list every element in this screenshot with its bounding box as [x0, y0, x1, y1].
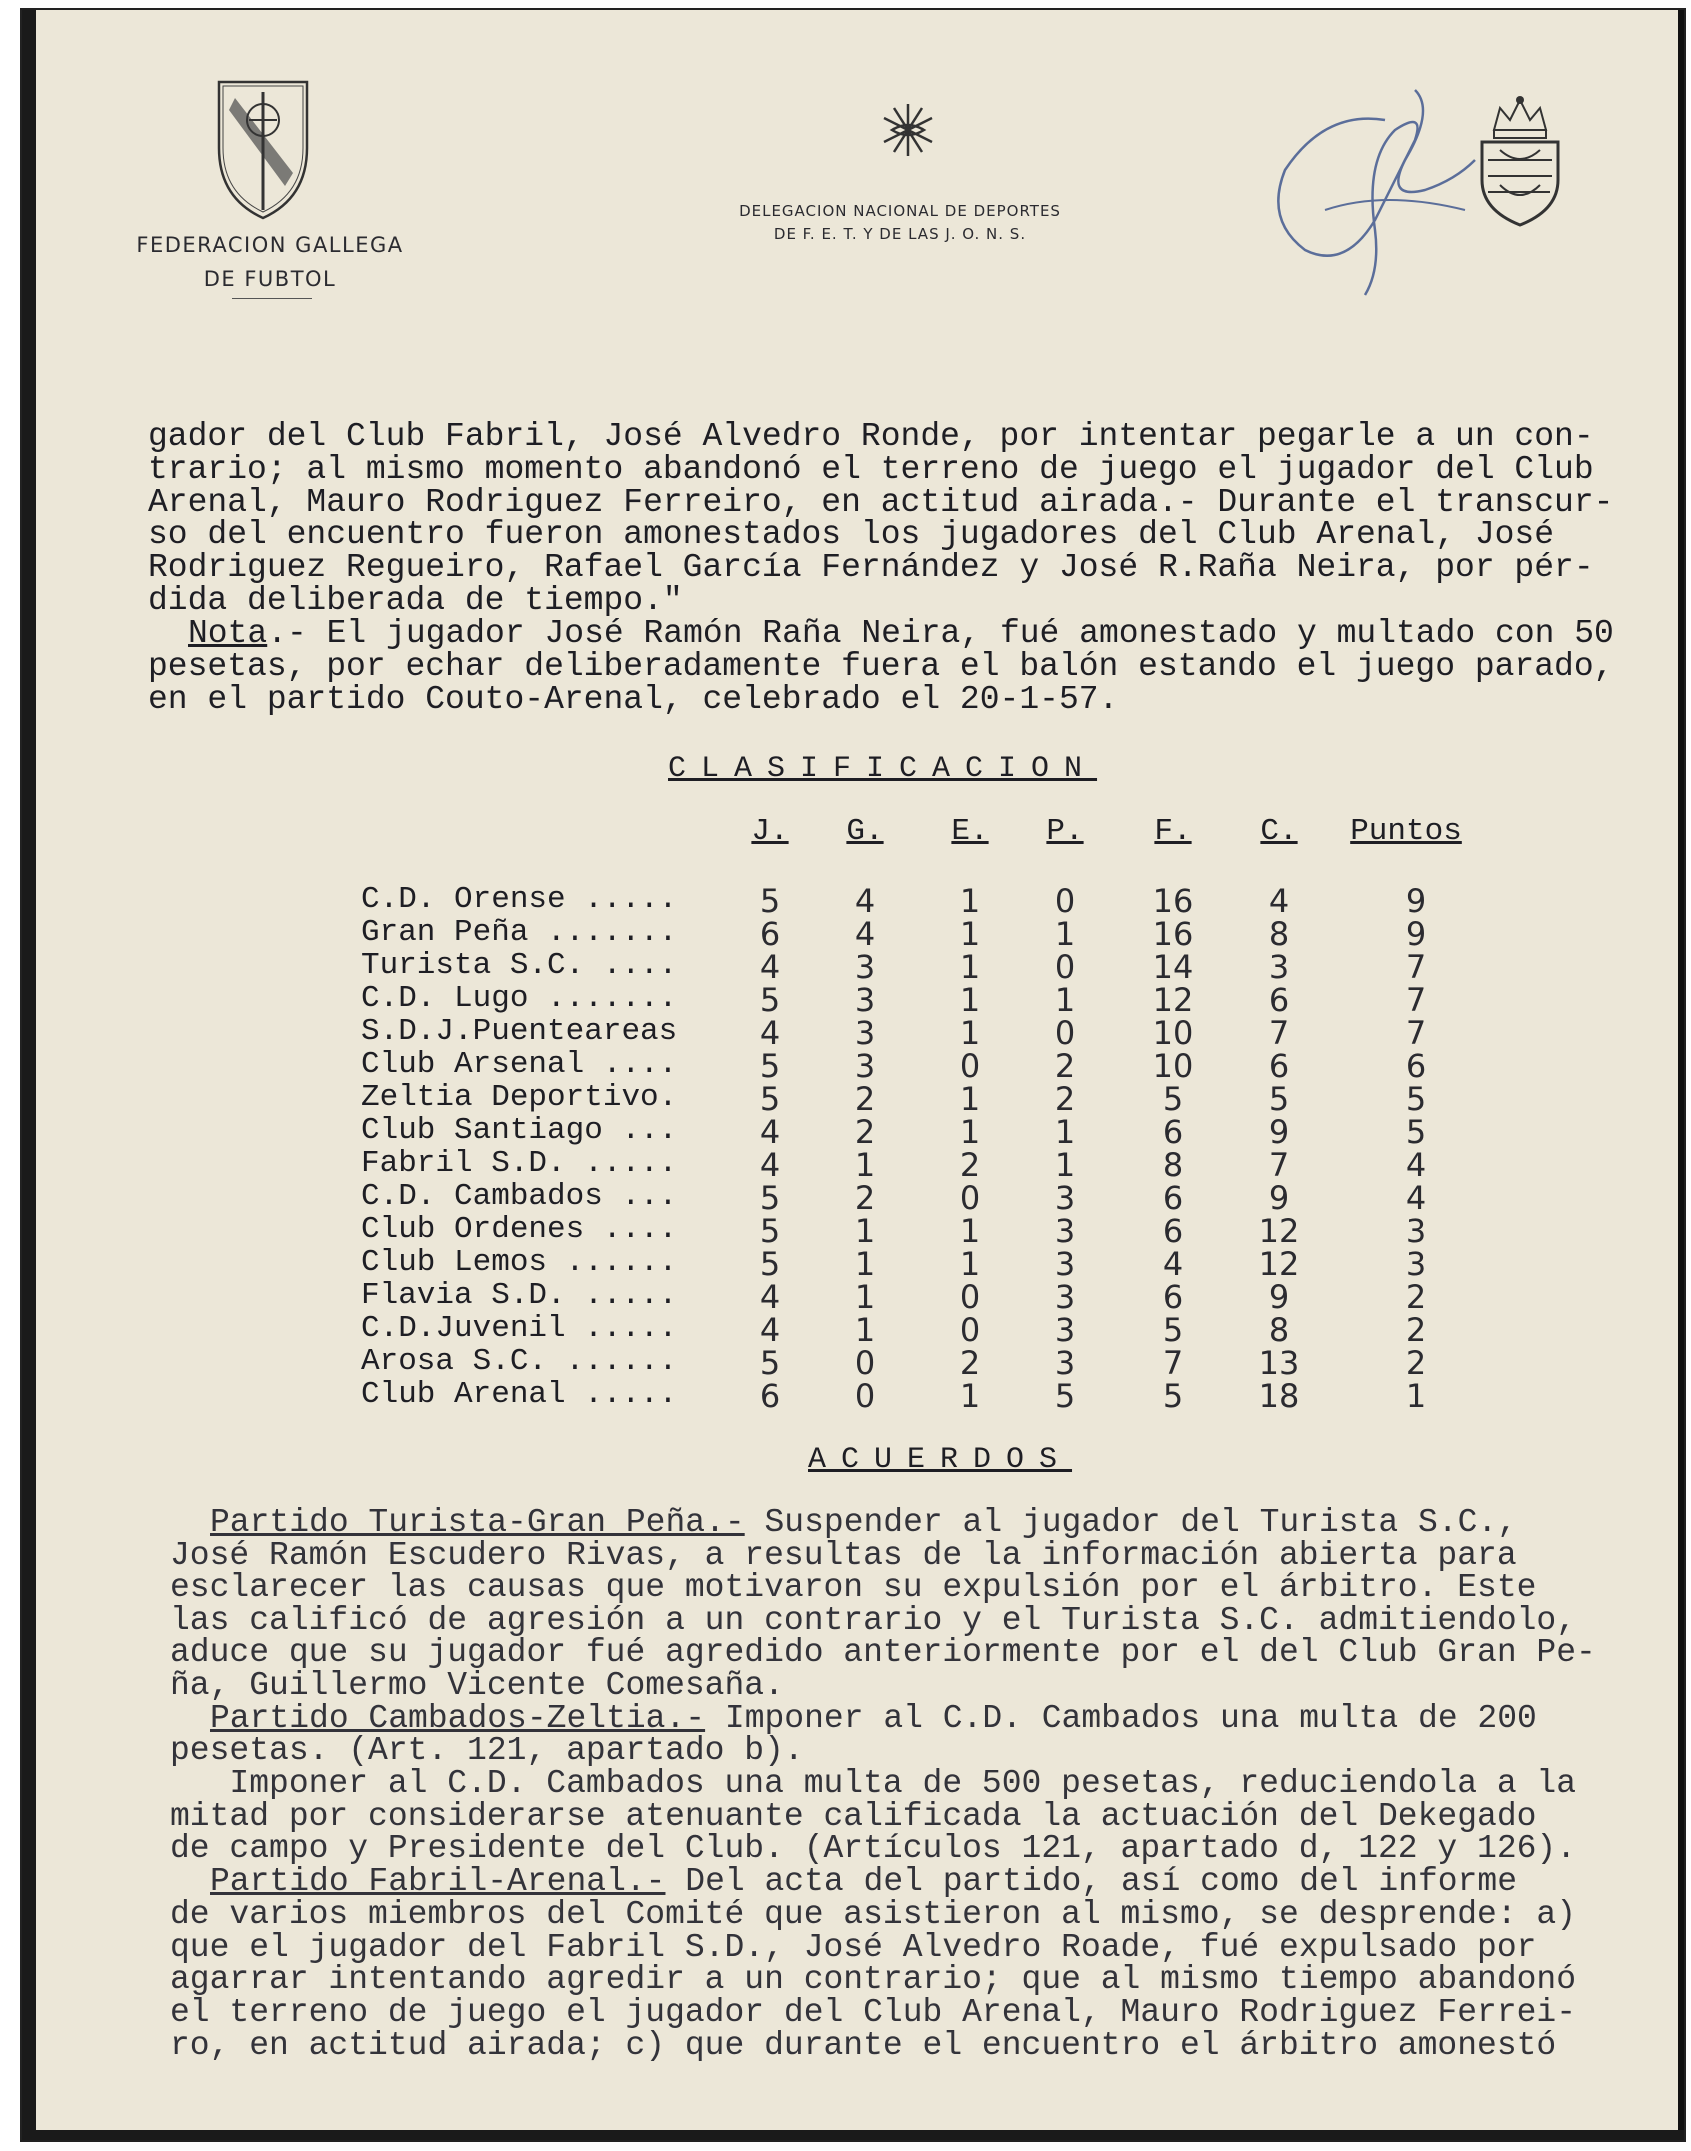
- standings-cell: 5: [759, 1344, 781, 1382]
- standings-cell: 2: [1405, 1278, 1427, 1316]
- acuerdo-text: Del acta del partido, así como del informe: [665, 1863, 1518, 1900]
- text-line: ro, en actitud airada; c) que durante el encuentro el árbitro amonestó: [170, 2027, 1557, 2064]
- standings-cell: 7: [1268, 1146, 1290, 1184]
- acuerdo-first-line: [210, 1506, 1517, 1540]
- standings-cell: 3: [1268, 948, 1290, 986]
- standings-cell: 1: [854, 1245, 876, 1283]
- text-line: las calificó de agresión a un contrario y el Turista S.C. admitiendolo,: [170, 1602, 1577, 1639]
- standings-cell: 0: [1054, 948, 1076, 986]
- text-line: en el partido Couto-Arenal, celebrado el 20-1-57.: [148, 681, 1119, 718]
- team-name: Club Santiago ...: [361, 1113, 678, 1148]
- federation-line-1: FEDERACION GALLEGA: [136, 233, 404, 257]
- standings-cell: 2: [1405, 1344, 1427, 1382]
- standings-cell: 5: [759, 882, 781, 920]
- delegation-line-1: DELEGACION NACIONAL DE DEPORTES: [739, 202, 1061, 220]
- standings-cell: 6: [759, 915, 781, 953]
- standings-cell: 8: [1162, 1146, 1184, 1184]
- standings-cell: 1: [1054, 915, 1076, 953]
- text-line: gador del Club Fabril, José Alvedro Ronde, por intentar pegarle a un con-: [148, 418, 1594, 455]
- standings-cell: 4: [759, 1146, 781, 1184]
- team-name: C.D. Cambados ...: [361, 1179, 678, 1214]
- text-line: que el jugador del Fabril S.D., José Alvedro Roade, fué expulsado por: [170, 1929, 1537, 1966]
- standings-cell: 1: [854, 1212, 876, 1250]
- standings-cell: 1: [959, 915, 981, 953]
- standings-cell: 4: [854, 882, 876, 920]
- text-line: José Ramón Escudero Rivas, a resultas de la información abierta para: [170, 1537, 1517, 1574]
- standings-cell: 3: [1054, 1179, 1076, 1217]
- standings-cell: 9: [1405, 915, 1427, 953]
- standings-cell: 4: [759, 948, 781, 986]
- column-header: E.: [951, 814, 989, 849]
- standings-cell: 12: [1152, 981, 1194, 1019]
- standings-cell: 1: [1405, 1377, 1427, 1415]
- standings-cell: 2: [1054, 1047, 1076, 1085]
- standings-cell: 5: [759, 1245, 781, 1283]
- column-header: J.: [751, 814, 789, 849]
- standings-cell: 3: [1054, 1311, 1076, 1349]
- standings-cell: 6: [1268, 981, 1290, 1019]
- column-header: Puntos: [1350, 814, 1462, 849]
- acuerdo-first-line: [210, 1702, 1537, 1736]
- federation-name: [100, 228, 440, 296]
- standings-cell: 3: [854, 981, 876, 1019]
- standings-cell: 4: [759, 1278, 781, 1316]
- standings-cell: 1: [959, 948, 981, 986]
- standings-cell: 1: [959, 1377, 981, 1415]
- standings-cell: 2: [1054, 1080, 1076, 1118]
- text-line: trario; al mismo momento abandonó el terreno de juego el jugador del Club: [148, 451, 1594, 488]
- standings-cell: 2: [854, 1113, 876, 1151]
- team-name: Zeltia Deportivo.: [361, 1080, 678, 1115]
- standings-cell: 4: [759, 1014, 781, 1052]
- text-line: aduce que su jugador fué agredido anteriormente por el del Club Gran Pe-: [170, 1634, 1596, 1671]
- standings-cell: 4: [759, 1113, 781, 1151]
- standings-cell: 9: [1268, 1278, 1290, 1316]
- standings-cell: 12: [1258, 1245, 1300, 1283]
- standings-cell: 3: [1405, 1212, 1427, 1250]
- standings-cell: 7: [1405, 1014, 1427, 1052]
- standings-cell: 3: [1054, 1278, 1076, 1316]
- column-header: F.: [1154, 814, 1192, 849]
- team-name: Club Arenal .....: [361, 1377, 678, 1412]
- team-name: Club Arsenal ....: [361, 1047, 678, 1082]
- standings-cell: 2: [854, 1080, 876, 1118]
- standings-cell: 16: [1152, 882, 1194, 920]
- nota-text: .- El jugador José Ramón Raña Neira, fué amonestado y multado con 50: [267, 615, 1614, 652]
- nota-label: Nota: [188, 615, 268, 652]
- delegation-heading: [690, 200, 1110, 246]
- standings-cell: 1: [959, 882, 981, 920]
- text-line: de varios miembros del Comité que asistieron al mismo, se desprende: a): [170, 1896, 1577, 1933]
- team-name: Club Ordenes ....: [361, 1212, 678, 1247]
- standings-cell: 5: [1162, 1377, 1184, 1415]
- text-line: el terreno de juego el jugador del Club Arenal, Mauro Rodriguez Ferrei-: [170, 1994, 1577, 2031]
- team-name: Turista S.C. ....: [361, 948, 678, 983]
- team-name: S.D.J.Puenteareas: [361, 1014, 678, 1049]
- team-name: C.D. Lugo .......: [361, 981, 678, 1016]
- standings-cell: 3: [854, 948, 876, 986]
- standings-cell: 4: [1405, 1179, 1427, 1217]
- text-line: pesetas, por echar deliberadamente fuera el balón estando el juego parado,: [148, 648, 1614, 685]
- standings-cell: 4: [1162, 1245, 1184, 1283]
- acuerdo-text: Imponer al C.D. Cambados una multa de 200: [705, 1700, 1537, 1737]
- standings-cell: 3: [1054, 1344, 1076, 1382]
- text-line: mitad por considerarse atenuante calificada la actuación del Dekegado: [170, 1798, 1537, 1835]
- standings-cell: 5: [1405, 1113, 1427, 1151]
- text-line: ña, Guillermo Vicente Comesaña.: [170, 1667, 784, 1704]
- standings-cell: 2: [959, 1344, 981, 1382]
- standings-cell: 0: [854, 1344, 876, 1382]
- standings-cell: 6: [1162, 1278, 1184, 1316]
- team-name: Fabril S.D. .....: [361, 1146, 678, 1181]
- standings-cell: 4: [854, 915, 876, 953]
- standings-cell: 7: [1405, 981, 1427, 1019]
- standings-cell: 1: [959, 1113, 981, 1151]
- team-name: C.D. Orense .....: [361, 882, 678, 917]
- standings-cell: 5: [759, 1080, 781, 1118]
- standings-cell: 5: [1054, 1377, 1076, 1415]
- standings-cell: 12: [1258, 1212, 1300, 1250]
- standings-title: CLASIFICACION: [668, 752, 1098, 786]
- standings-cell: 16: [1152, 915, 1194, 953]
- text-line: dida deliberada de tiempo.": [148, 582, 683, 619]
- standings-cell: 1: [959, 1245, 981, 1283]
- standings-cell: 1: [854, 1278, 876, 1316]
- standings-cell: 3: [1054, 1212, 1076, 1250]
- standings-cell: 7: [1405, 948, 1427, 986]
- standings-cell: 4: [1268, 882, 1290, 920]
- standings-cell: 13: [1258, 1344, 1300, 1382]
- standings-cell: 9: [1405, 882, 1427, 920]
- standings-cell: 1: [959, 1080, 981, 1118]
- team-name: Gran Peña .......: [361, 915, 678, 950]
- standings-cell: 7: [1268, 1014, 1290, 1052]
- standings-cell: 5: [1162, 1311, 1184, 1349]
- standings-cell: 10: [1152, 1047, 1194, 1085]
- standings-cell: 0: [959, 1179, 981, 1217]
- acuerdo-label: Partido Cambados-Zeltia.-: [210, 1700, 706, 1737]
- standings-cell: 7: [1162, 1344, 1184, 1382]
- standings-cell: 2: [854, 1179, 876, 1217]
- standings-cell: 3: [1054, 1245, 1076, 1283]
- nota-first-line: [188, 617, 1614, 651]
- standings-cell: 9: [1268, 1113, 1290, 1151]
- standings-cell: 5: [1405, 1080, 1427, 1118]
- standings-cell: 10: [1152, 1014, 1194, 1052]
- acuerdo-first-line: [210, 1865, 1517, 1899]
- text-line: pesetas. (Art. 121, apartado b).: [170, 1732, 804, 1769]
- federation-shield-icon: [215, 78, 311, 228]
- standings-cell: 6: [1162, 1212, 1184, 1250]
- standings-cell: 18: [1258, 1377, 1300, 1415]
- standings-cell: 0: [959, 1311, 981, 1349]
- column-header: C.: [1260, 814, 1298, 849]
- standings-cell: 1: [1054, 1113, 1076, 1151]
- text-line: de campo y Presidente del Club. (Artículos 121, apartado d, 122 y 126).: [170, 1830, 1577, 1867]
- team-name: Club Lemos ......: [361, 1245, 678, 1280]
- standings-cell: 6: [1268, 1047, 1290, 1085]
- standings-cell: 5: [1162, 1080, 1184, 1118]
- acuerdos-title: ACUERDOS: [808, 1443, 1073, 1477]
- standings-cell: 5: [1268, 1080, 1290, 1118]
- team-name: Arosa S.C. ......: [361, 1344, 678, 1379]
- standings-cell: 3: [854, 1047, 876, 1085]
- standings-cell: 1: [854, 1146, 876, 1184]
- standings-cell: 2: [1405, 1311, 1427, 1349]
- standings-cell: 6: [1162, 1113, 1184, 1151]
- standings-cell: 0: [854, 1377, 876, 1415]
- standings-cell: 6: [759, 1377, 781, 1415]
- text-line: agarrar intentando agredir a un contrario; que al mismo tiempo abandonó: [170, 1961, 1577, 1998]
- standings-cell: 3: [1405, 1245, 1427, 1283]
- standings-cell: 1: [959, 981, 981, 1019]
- acuerdo-label: Partido Turista-Gran Peña.-: [210, 1504, 745, 1541]
- acuerdo-label: Partido Fabril-Arenal.-: [210, 1863, 666, 1900]
- text-line: Arenal, Mauro Rodriguez Ferreiro, en actitud airada.- Durante el transcur-: [148, 484, 1614, 521]
- standings-cell: 0: [1054, 1014, 1076, 1052]
- text-line: so del encuentro fueron amonestados los jugadores del Club Arenal, José: [148, 516, 1555, 553]
- standings-cell: 1: [1054, 981, 1076, 1019]
- standings-cell: 5: [759, 981, 781, 1019]
- standings-cell: 1: [959, 1014, 981, 1052]
- delegation-line-2: DE F. E. T. Y DE LAS J. O. N. S.: [773, 225, 1027, 243]
- standings-cell: 9: [1268, 1179, 1290, 1217]
- standings-cell: 1: [1054, 1146, 1076, 1184]
- standings-cell: 0: [959, 1047, 981, 1085]
- standings-cell: 8: [1268, 1311, 1290, 1349]
- text-line: esclarecer las causas que motivaron su expulsión por el árbitro. Este: [170, 1569, 1537, 1606]
- team-name: C.D.Juvenil .....: [361, 1311, 678, 1346]
- handwritten-signature: [1265, 80, 1495, 315]
- standings-cell: 6: [1405, 1047, 1427, 1085]
- standings-cell: 0: [1054, 882, 1076, 920]
- standings-cell: 1: [854, 1311, 876, 1349]
- standings-cell: 14: [1152, 948, 1194, 986]
- royal-crown-seal-icon: [1470, 90, 1570, 235]
- standings-cell: 3: [854, 1014, 876, 1052]
- column-header: G.: [846, 814, 884, 849]
- standings-cell: 6: [1162, 1179, 1184, 1217]
- federation-line-2: DE FUBTOL: [203, 267, 337, 291]
- column-header: P.: [1046, 814, 1084, 849]
- standings-cell: 0: [959, 1278, 981, 1316]
- federation-underline: [232, 298, 312, 299]
- standings-cell: 4: [1405, 1146, 1427, 1184]
- team-name: Flavia S.D. .....: [361, 1278, 678, 1313]
- standings-cell: 5: [759, 1047, 781, 1085]
- acuerdo-text: Suspender al jugador del Turista S.C.,: [744, 1504, 1518, 1541]
- standings-cell: 5: [759, 1212, 781, 1250]
- standings-cell: 5: [759, 1179, 781, 1217]
- standings-cell: 8: [1268, 915, 1290, 953]
- text-line: Rodriguez Regueiro, Rafael García Fernández y José R.Raña Neira, por pér-: [148, 549, 1594, 586]
- text-line: Imponer al C.D. Cambados una multa de 500 pesetas, reduciendola a la: [170, 1765, 1577, 1802]
- yoke-and-arrows-icon: [878, 100, 938, 165]
- standings-cell: 2: [959, 1146, 981, 1184]
- standings-cell: 4: [759, 1311, 781, 1349]
- standings-cell: 1: [959, 1212, 981, 1250]
